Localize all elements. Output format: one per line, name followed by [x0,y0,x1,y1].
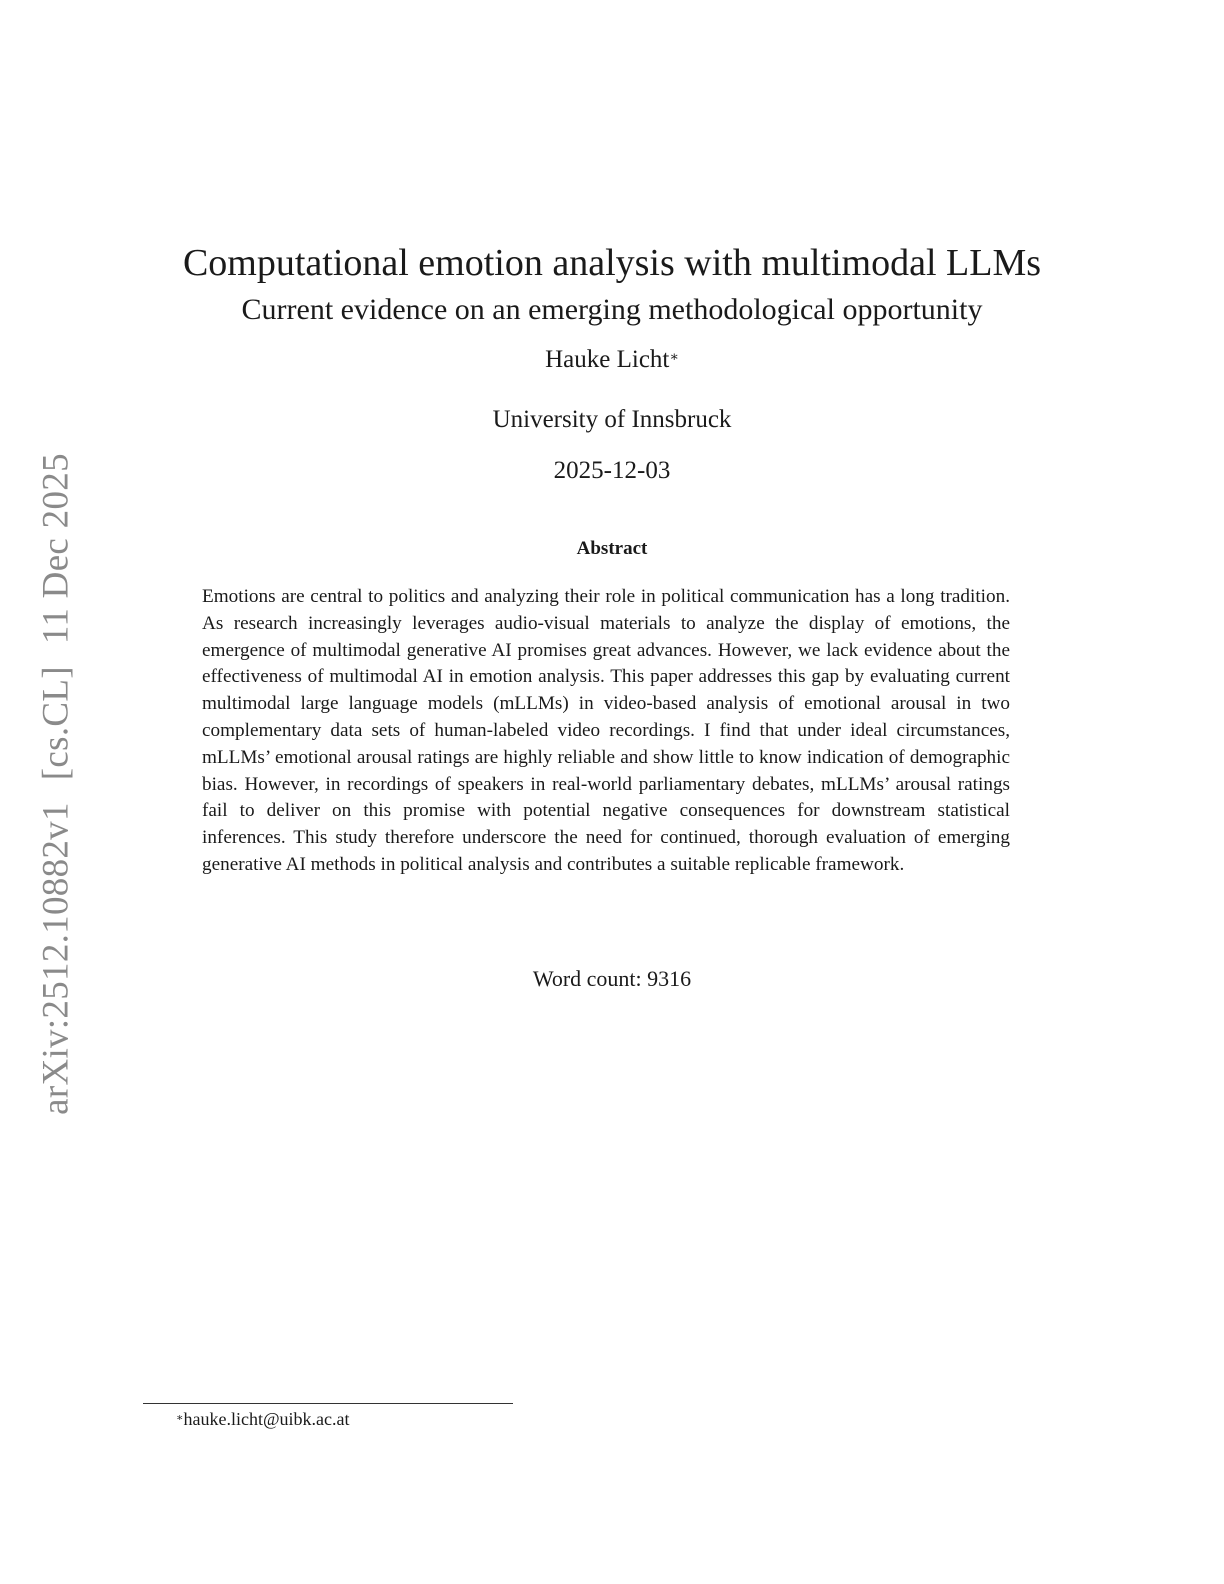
arxiv-category: [cs.CL] [35,666,77,781]
author-footnote-mark: ∗ [669,350,679,365]
footnote-mark: ∗ [176,1412,184,1424]
footnote [176,1408,350,1430]
paper-title: Computational emotion analysis with multimodal LLMs [182,242,1042,284]
author-line [0,344,1224,376]
abstract-text: Emotions are central to politics and analyzing their role in political communication has a long tradition. As research increasingly leverages audio-visual materials to analyze the display of emotions, the emergence of multimodal generative AI promises great advances. However, we lack evidence about the effectiveness of multimodal AI in emotion analysis. This paper addresses this gap by evaluating current multimodal large language models (mLLMs) in video-based analysis of emotional arousal in two complementary data sets of human-labeled video recordings. I find that under ideal circumstances, mLLMs’ emotional arousal ratings are highly reliable and show little to know indication of demographic bias. However, in recordings of speakers in real-world parliamentary debates, mLLMs’ arousal ratings fail to deliver on this promise with potential negative consequences for downstream statistical inferences. This study therefore underscore the need for continued, thorough evaluation of emerging generative AI methods in political analysis and contributes a suitable replicable framework. [202,586,1010,875]
paper-subtitle: Current evidence on an emerging methodological opportunity [241,293,983,326]
word-count: Word count: 9316 [532,966,692,991]
abstract-body [202,584,1010,879]
footnote-email: hauke.licht@uibk.ac.at [183,1409,350,1429]
footnote-rule [143,1403,513,1404]
arxiv-id: arXiv:2512.10882v1 [35,802,77,1115]
paper-date: 2025-12-03 [553,457,671,484]
author-name: Hauke Licht [545,346,670,373]
arxiv-date: 11 Dec 2025 [35,453,77,645]
author-affiliation: University of Innsbruck [492,406,732,433]
abstract-heading: Abstract [576,538,648,559]
